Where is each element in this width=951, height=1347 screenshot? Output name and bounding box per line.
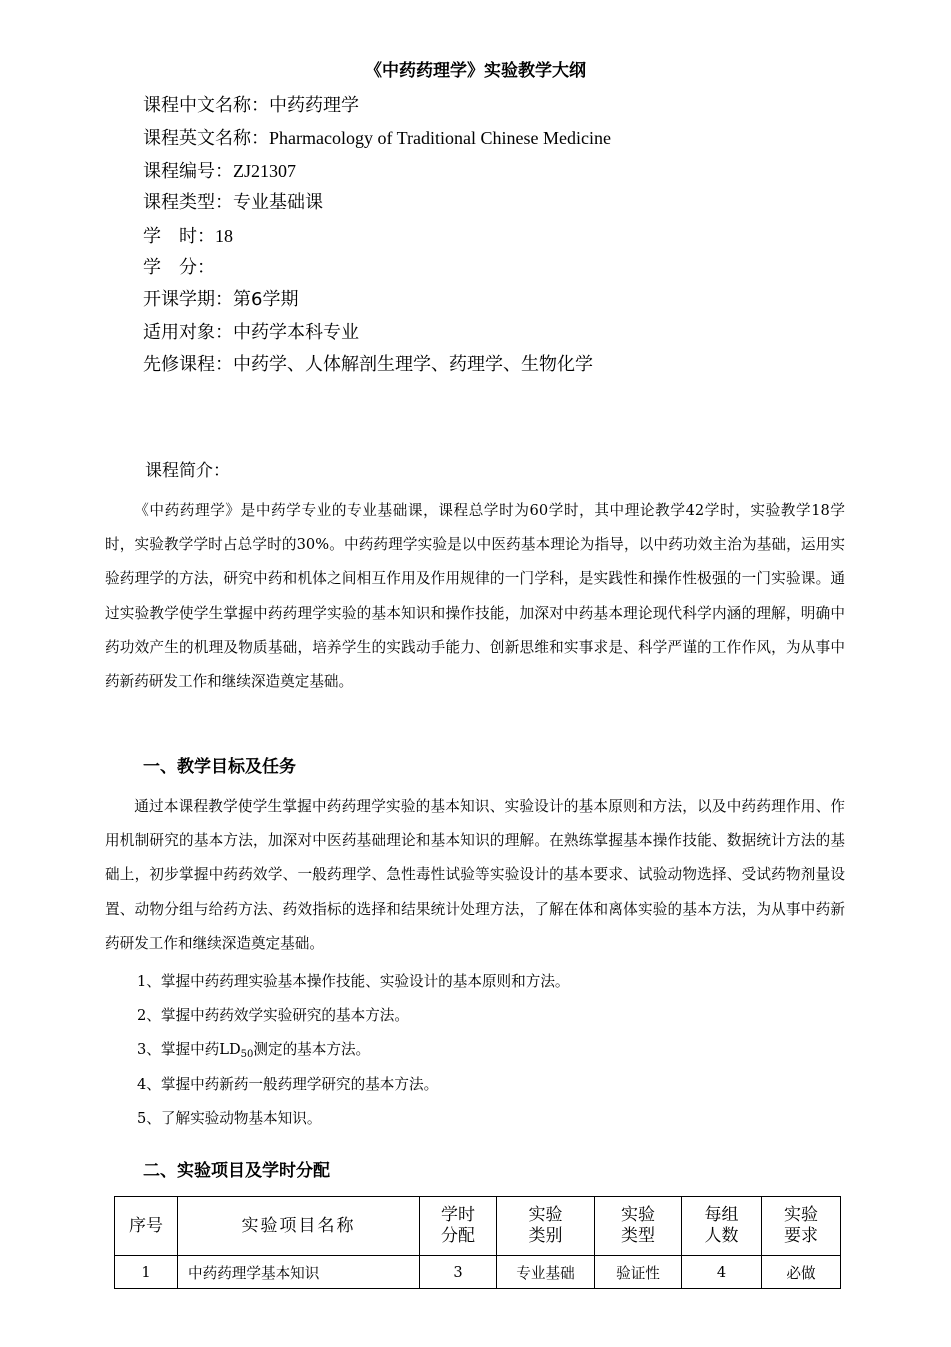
info-row-semester [143, 284, 611, 316]
list-item: 1、掌握中药药理实验基本操作技能、实验设计的基本原则和方法。 [137, 973, 570, 990]
info-value: 中药学本科专业 [233, 321, 359, 343]
table-cell: 3 [420, 1256, 497, 1289]
info-row-hours [143, 220, 611, 252]
table-header-row [115, 1197, 841, 1256]
info-label: 学 分： [143, 256, 215, 278]
column-header-text: 实验 [621, 1205, 655, 1225]
info-label: 先修课程： [143, 354, 233, 376]
column-header-text: 类型 [621, 1226, 655, 1246]
section1-text: 通过本课程教学使学生掌握中药药理学实验的基本知识、实验设计的基本原则和方法，以及中药药理作用、作用机制研究的基本方法，加深对中医药基础理论和基本知识的理解。在熟练掌握基本操作技能、数据统计方法的基础上，初步掌握中药药效学、一般药理学、急性毒性试验等实验设计的基本要求、试验动物选择、受试药物剂量设置、动物分组与给药方法、药效指标的选择和结果统计处理方法，了解在体和离体实验的基本方法，为从事中药新药研发工作和继续深造奠定基础。 [105, 798, 845, 952]
info-value: 中药学、人体解剖生理学、药理学、生物化学 [233, 354, 593, 376]
list-item [137, 1033, 570, 1067]
table-row [115, 1256, 841, 1289]
column-header-type [595, 1197, 682, 1256]
info-value: ZJ21307 [233, 160, 296, 181]
info-value: 专业基础课 [233, 192, 323, 214]
section2-heading: 二、实验项目及学时分配 [143, 1161, 330, 1181]
info-row-course-type [143, 187, 611, 219]
info-label: 学 时： [143, 225, 215, 247]
column-header-text: 实验项目名称 [241, 1215, 356, 1236]
table-cell: 1 [115, 1256, 178, 1289]
info-label: 课程类型： [143, 192, 233, 214]
intro-paragraph [105, 494, 845, 699]
column-header-text: 类别 [528, 1226, 563, 1246]
column-header-text: 实验 [784, 1205, 818, 1225]
list-item: 4、掌握中药新药一般药理学研究的基本方法。 [137, 1075, 439, 1093]
info-value: 18 [215, 225, 233, 246]
column-header-text: 实验 [528, 1205, 563, 1225]
column-header-text: 学时 [441, 1205, 475, 1225]
info-label: 开课学期： [143, 289, 233, 311]
column-header-index: 序号 [115, 1197, 178, 1256]
info-label: 适用对象： [143, 321, 233, 343]
info-value: 第6学期 [233, 289, 299, 311]
info-value: 中药药理学 [269, 95, 359, 116]
list-item: 5、了解实验动物基本知识。 [137, 1109, 322, 1127]
info-row-audience [143, 317, 611, 349]
list-item: 2、掌握中药药效学实验研究的基本方法。 [137, 1007, 409, 1025]
column-header-text: 每组 [704, 1205, 739, 1225]
info-label: 课程英文名称： [143, 128, 269, 150]
info-row-credits [143, 252, 611, 284]
info-value: Pharmacology of Traditional Chinese Medicine [269, 128, 611, 149]
column-header-group-size [682, 1197, 762, 1256]
column-header-requirement [762, 1197, 841, 1256]
column-header-text: 分配 [441, 1226, 475, 1246]
list-item-text: 3、掌握中药LD [137, 1041, 241, 1059]
info-label: 课程编号： [143, 160, 233, 182]
info-row-prerequisites [143, 349, 611, 381]
document-title: 《中药药理学》实验教学大纲 [365, 61, 586, 81]
info-row-chinese-name [143, 90, 611, 122]
experiment-table [114, 1196, 841, 1289]
table-cell: 必做 [762, 1256, 841, 1289]
column-header-text: 人数 [704, 1226, 739, 1246]
table-cell: 中药药理学基本知识 [178, 1256, 420, 1289]
table-cell: 验证性 [595, 1256, 682, 1289]
objectives-list [137, 965, 570, 1136]
subscript: 50 [240, 1049, 254, 1061]
info-row-english-name [143, 122, 611, 154]
section1-paragraph [105, 790, 845, 961]
table-cell: 4 [682, 1256, 762, 1289]
column-header-text: 要求 [784, 1226, 818, 1246]
course-info [143, 90, 611, 382]
column-header-hours [420, 1197, 497, 1256]
column-header-project-name [178, 1197, 420, 1256]
intro-text: 《中药药理学》是中药学专业的专业基础课，课程总学时为60学时，其中理论教学42学时，实验教学18学时，实验教学学时占总学时的30%。中药药理学实验是以中医药基本理论为指导，以中药功效主治为基础，运用实验药理学的方法，研究中药和机体之间相互作用及作用规律的一门学科，是实践性和操作性极强的一门实验课。通过实验教学使学生掌握中药药理学实验的基本知识和操作技能，加深对中药基本理论现代科学内涵的理解，明确中药功效产生的机理及物质基础，培养学生的实践动手能力、创新思维和实事求是、科学严谨的工作作风，为从事中药新药研发工作和继续深造奠定基础。 [105, 502, 845, 691]
info-row-course-code [143, 155, 611, 187]
intro-heading: 课程简介： [145, 461, 230, 481]
section1-heading: 一、教学目标及任务 [143, 757, 296, 777]
list-item-text: 测定的基本方法。 [253, 1041, 371, 1059]
table-cell: 专业基础 [497, 1256, 595, 1289]
info-label: 课程中文名称： [143, 95, 269, 116]
column-header-category [497, 1197, 595, 1256]
